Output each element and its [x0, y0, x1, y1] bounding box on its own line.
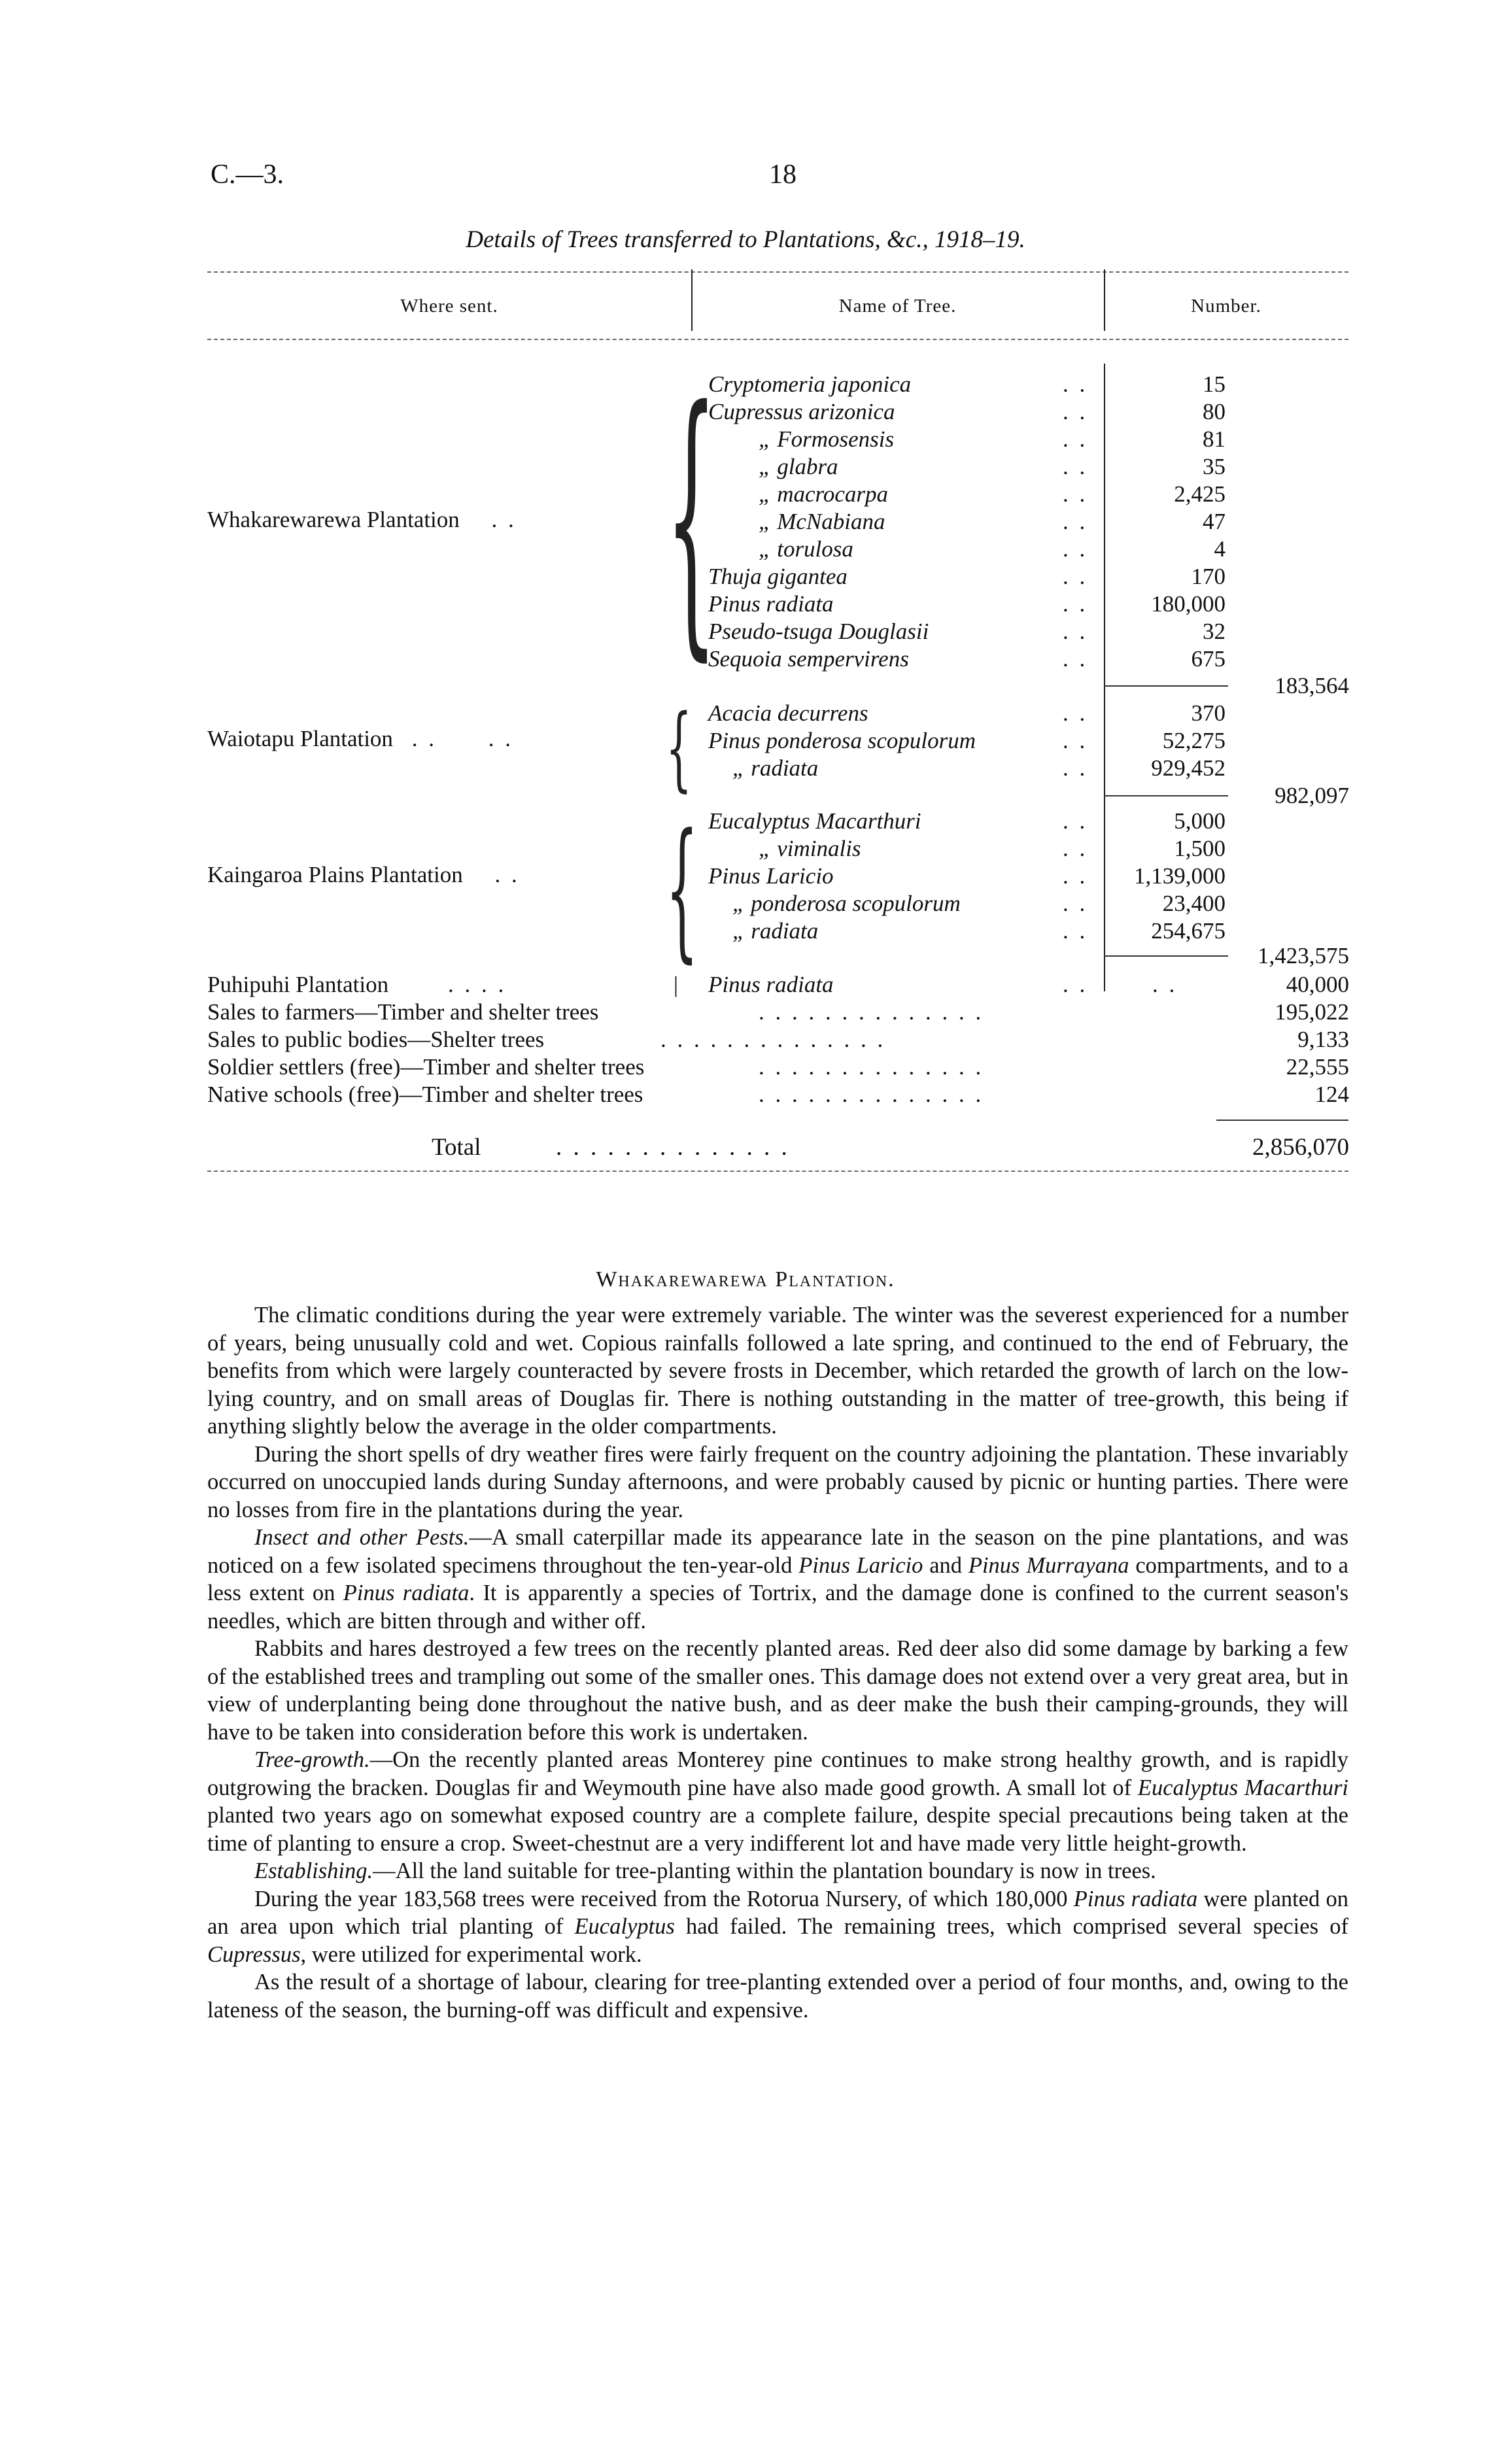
table-row: Thuja gigantea . . 170 [708, 564, 1225, 589]
paragraph: The climatic conditions during the year were extremely variable. The winter was the severest experienced for a number of years, being unusually cold and wet. Copious rainfalls followed a late spring, and continued to the end of February, the benefits from which were largely counteracted by severe frosts in December, which retarded the growth of larch on the low-lying country, and on small areas of Douglas fir. There is nothing outstanding in the matter of tree-growth, this being if anything slightly below the average in the older compartments. [207, 1303, 1348, 1439]
page-number: 18 [769, 160, 797, 190]
table-row: „ Formosensis . . 81 [759, 426, 1225, 452]
table-row: Soldier settlers (free)—Timber and shelter trees . . . . . . . . . . . . . . 22,555 [207, 1054, 1349, 1080]
place-kaingaroa: Kaingaroa Plains Plantation . . [207, 862, 520, 887]
total-rule [1216, 1120, 1348, 1121]
table-row: „ viminalis . . 1,500 [759, 836, 1225, 861]
table-row: Sales to farmers—Timber and shelter trees . . . . . . . . . . . . . . 195,022 [207, 999, 1349, 1025]
place-waiotapu: Waiotapu Plantation . . . . [207, 726, 513, 751]
subtotal-row: 982,097 [1275, 783, 1349, 808]
table-row: Native schools (free)—Timber and shelter trees . . . . . . . . . . . . . . 124 [207, 1082, 1349, 1107]
column-header-where-sent: Where sent. [400, 296, 498, 317]
table-bottom-rule [207, 1171, 1348, 1172]
section-title: Whakarewarewa Plantation. [596, 1267, 895, 1292]
table-row: Sequoia sempervirens . . 675 [708, 646, 1225, 672]
paragraph: Tree-growth.—On the recently planted areas Monterey pine continues to make strong healthy growth, and is rapidly outgrowing the bracken. Douglas fir and Weymouth pine have also made good growth. A small lot of Eucalyptus Macarthuri planted two years ago on somewhat exposed country are a complete failure, despite special precautions being taken at the time of planting to ensure a crop. Sweet-chestnut are a very indifferent lot and have made very little height-growth. [207, 1747, 1349, 1856]
table-row: Pseudo-tsuga Douglasii . . 32 [708, 619, 1225, 644]
subtotal-row: 183,564 [1275, 673, 1349, 698]
paragraph: As the result of a shortage of labour, clearing for tree-planting extended over a period of four months, and, owing to the lateness of the season, the burning-off was difficult and expensive. [207, 1970, 1348, 2023]
document-reference: C.—3. [211, 160, 284, 190]
paragraph: Rabbits and hares destroyed a few trees on the recently planted areas. Red deer also did some damage by barking a few of the established trees and trampling out some of the smaller ones. This damage does not extend over a very great area, but in view of underplanting being done throughout the native bush, and as deer make the bush their camping-grounds, they will have to be taken into consideration before this work is undertaken. [207, 1636, 1348, 1745]
brace-kaingaroa: { [666, 802, 698, 977]
table-row: Sales to public bodies—Shelter trees . . . . . . . . . . . . . . 9,133 [207, 1027, 1349, 1052]
table-row: „ McNabiana . . 47 [759, 509, 1225, 534]
subtotal-row: 1,423,575 [1258, 943, 1349, 968]
brace-whakarewarewa: { [666, 350, 717, 685]
place-whakarewarewa: Whakarewarewa Plantation . . [207, 507, 517, 532]
paragraph: During the short spells of dry weather fires were fairly frequent on the country adjoining the plantation. These invariably occurred on unoccupied lands during Sunday afternoons, and were probably caused by picnic or hunting parties. There were no losses from fire in the plantations during the year. [207, 1441, 1348, 1522]
table-row: „ glabra . . 35 [759, 454, 1225, 479]
table-row: „ ponderosa scopulorum . . 23,400 [732, 891, 1225, 916]
total-row: Total . . . . . . . . . . . . . . 2,856,070 [432, 1134, 1349, 1161]
table-title: Details of Trees transferred to Plantations, &c., 1918–19. [466, 226, 1025, 253]
table-row: Cupressus arizonica . . 80 [708, 399, 1225, 424]
table-row: Acacia decurrens . . 370 [708, 700, 1225, 726]
table-row: Eucalyptus Macarthuri . . 5,000 [708, 808, 1225, 834]
table-row: „ radiata . . 254,675 [732, 918, 1225, 944]
table-row: Pinus ponderosa scopulorum . . 52,275 [708, 728, 1225, 753]
column-header-name-of-tree: Name of Tree. [838, 296, 957, 317]
table-top-rule [207, 271, 1348, 273]
table-row: „ radiata . . 929,452 [732, 755, 1225, 781]
table-row: „ torulosa . . 4 [759, 536, 1225, 562]
section-body [207, 1301, 1348, 2024]
paragraph: Insect and other Pests.—A small caterpillar made its appearance late in the season on the pine plantations, and was noticed on a few isolated specimens throughout the ten-year-old Pinus Laricio and Pinus Murrayana compartments, and to a less extent on Pinus radiata. It is apparently a species of Tortrix, and the damage done is confined to the current season's needles, which are bitten through and wither off. [207, 1525, 1349, 1634]
paragraph: Establishing.—All the land suitable for tree-planting within the plantation boundary is now in trees. [254, 1858, 1156, 1883]
table-header-rule [207, 339, 1348, 340]
table-row: „ macrocarpa . . 2,425 [759, 481, 1225, 507]
brace-waiotapu: { [666, 695, 693, 802]
paragraph: During the year 183,568 trees were received from the Rotorua Nursery, of which 180,000 Pinus radiata were planted on an area upon which trial planting of Eucalyptus had failed. The remaining trees, which comprised several species of Cupressus, were utilized for experimental work. [207, 1886, 1349, 1967]
table-row: Cryptomeria japonica . . 15 [708, 371, 1225, 397]
table-row: Pinus Laricio . . 1,139,000 [708, 863, 1225, 889]
table-row: Pinus radiata . . 180,000 [708, 591, 1225, 617]
table-row: Puhipuhi Plantation . . . . | Pinus radiata . . . . 40,000 [207, 972, 1349, 997]
column-header-number: Number. [1191, 296, 1261, 317]
